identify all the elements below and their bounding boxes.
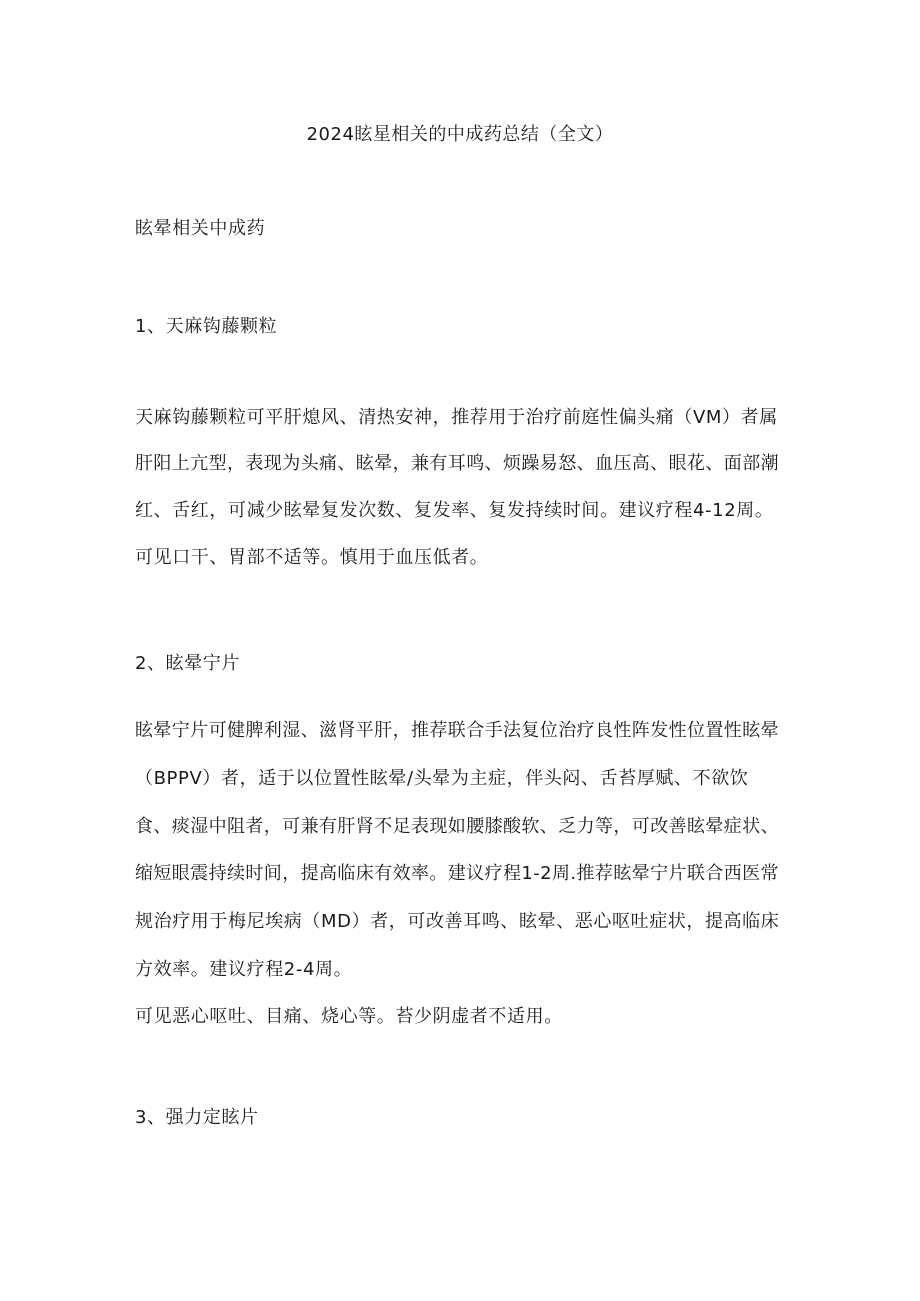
- item-heading-2: 2、眩晕宁片: [135, 653, 241, 674]
- item-1-line-4: 可见口干、胃部不适等。慎用于血压低者。: [135, 547, 489, 568]
- item-2-line-1: 眩晕宁片可健脾利湿、滋肾平肝，推荐联合手法复位治疗良性阵发性位置性眩晕: [135, 720, 779, 741]
- item-2-line-4: 缩短眼震持续时间，提高临床有效率。建议疗程1-2周.推荐眩晕宁片联合西医常: [135, 863, 779, 884]
- item-2-line-7: 可见恶心呕吐、目痛、烧心等。苔少阴虚者不适用。: [135, 1006, 563, 1027]
- item-1-line-2: 肝阳上亢型，表现为头痛、眩晕，兼有耳鸣、烦躁易怒、血压高、眼花、面部潮: [135, 453, 779, 474]
- item-heading-3: 3、强力定眩片: [135, 1107, 259, 1128]
- document-title: 2024眩星相关的中成药总结（全文）: [306, 124, 614, 145]
- item-2-line-3: 食、痰湿中阻者，可兼有肝肾不足表现如腰膝酸软、乏力等，可改善眩晕症状、: [135, 816, 779, 837]
- item-2-line-2: （BPPV）者，适于以位置性眩晕/头晕为主症，伴头闷、舌苔厚赋、不欲饮: [135, 768, 749, 789]
- item-2-line-5: 规治疗用于梅尼埃病（MD）者，可改善耳鸣、眩晕、恶心呕吐症状，提高临床: [135, 911, 780, 932]
- item-2-line-6: 方效率。建议疗程2-4周。: [135, 959, 353, 980]
- item-1-line-1: 天麻钩藤颗粒可平肝熄风、清热安神，推荐用于治疗前庭性偏头痛（VM）者属: [135, 407, 778, 428]
- item-heading-1: 1、天麻钩藤颗粒: [135, 316, 278, 337]
- section-heading: 眩晕相关中成药: [135, 218, 266, 239]
- item-1-line-3: 红、舌红，可减少眩晕复发次数、复发率、复发持续时间。建议疗程4-12周。: [135, 500, 774, 521]
